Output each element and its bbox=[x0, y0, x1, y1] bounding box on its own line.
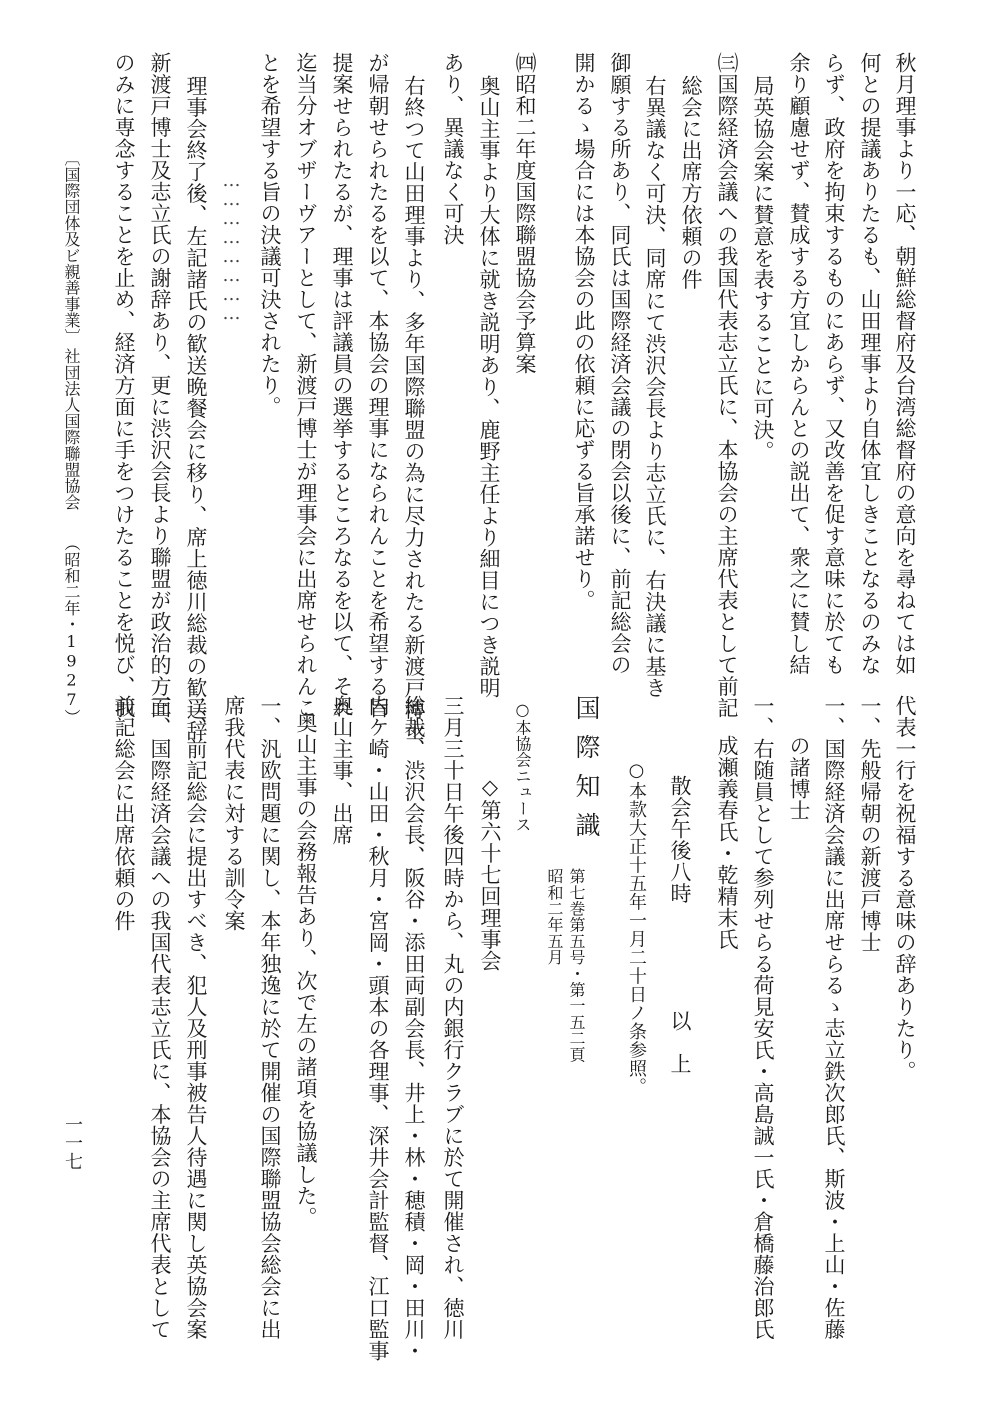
text-column: 代表一行を祝福する意味の辞ありたり。 bbox=[893, 695, 917, 1082]
text-column: 内ケ崎・山田・秋月・宮岡・頭本の各理事、深井会計監督、江口監事 bbox=[366, 695, 390, 1362]
list-item: 一、国際経済会議に出席せらるゝ志立鉄次郎氏、斯波・上山・佐藤 bbox=[822, 695, 846, 1340]
text-column: らず、政府を拘束するものにあらず、又改善を促す意味に於ても bbox=[822, 52, 846, 676]
text-column: あり、異議なく可決 bbox=[441, 52, 465, 246]
section-heading: 総会に出席方依頼の件 bbox=[679, 75, 703, 290]
running-header-year: （昭和二年・1927） bbox=[62, 535, 81, 726]
list-item: 一、先般帰朝の新渡戸博士 bbox=[858, 695, 882, 953]
page-number: 一一七 bbox=[62, 1115, 83, 1171]
text-column: 席我代表に対する訓令案 bbox=[222, 695, 246, 932]
text-column: 右終つて山田理事より、多年国際聯盟の為に尽力されたる新渡戸博士 bbox=[402, 75, 426, 742]
journal-title: 国際知識 bbox=[572, 695, 601, 851]
text-column: 奥山主事より大体に就き説明あり、鹿野主任より細目につき説明 bbox=[477, 75, 501, 699]
list-item: 三、国際経済会議への我国代表志立氏に、本協会の主席代表として bbox=[148, 695, 172, 1340]
list-item: 一、右随員として参列せらる荷見安氏・高島誠一氏・倉橋藤治郎氏 bbox=[751, 695, 775, 1340]
section-heading: ㈢国際経済会議への我国代表志立氏に、本協会の主席代表として前記 bbox=[715, 52, 739, 719]
text-column: の諸博士 bbox=[787, 735, 811, 821]
meeting-heading: ◇第六十七回理事会 bbox=[478, 775, 502, 972]
note-column: ○本款大正十五年一月二十日ノ条参照。 bbox=[626, 760, 647, 1096]
closing-mark: 以 上 bbox=[668, 1010, 692, 1075]
journal-volume: 第七巻第五号・第一五二頁 bbox=[567, 868, 586, 1063]
text-column: 理事会終了後、左記諸氏の歓送晩餐会に移り、席上徳川総裁の歓送辞 bbox=[184, 75, 208, 742]
text-column: 右異議なく可決、同席にて渋沢会長より志立氏に、右決議に基き bbox=[643, 75, 667, 699]
text-column: 前記総会に出席依頼の件 bbox=[112, 695, 136, 932]
section-heading: ㈣昭和二年度国際聯盟協会予算案 bbox=[513, 52, 537, 375]
separator-dots: …………………… bbox=[221, 170, 242, 322]
running-header-series: 〔国際団体及ビ親善事業〕 bbox=[62, 150, 81, 345]
text-column: 成瀬義春氏・乾精末氏 bbox=[715, 735, 739, 950]
text-column: 迄当分オブザーヴアーとして、新渡戸博士が理事会に出席せられんこ bbox=[294, 52, 318, 719]
text-column: 御願する所あり、同氏は国際経済会議の閉会以後に、前記総会の bbox=[608, 52, 632, 676]
text-column: とを希望する旨の決議可決されたり。 bbox=[258, 52, 282, 418]
list-item: 二、前記総会に提出すべき、犯人及刑事被告人待遇に関し英協会案 bbox=[184, 695, 208, 1340]
journal-date: 昭和二年五月 bbox=[545, 868, 564, 966]
list-item: 一、汎欧問題に関し、本年独逸に於て開催の国際聯盟協会総会に出 bbox=[258, 695, 282, 1340]
running-header-org: 社団法人国際聯盟協会 bbox=[62, 348, 81, 510]
text-column: 提案せられたるが、理事は評議員の選挙するところなるを以て、それ bbox=[330, 52, 354, 719]
text-column: 散会午後八時 bbox=[668, 775, 692, 904]
text-column: 開かるゝ場合には本協会の此の依頼に応ずる旨承諾せり。 bbox=[572, 52, 596, 611]
text-column: 総裁、渋沢会長、阪谷・添田両副会長、井上・林・穂積・岡・田川・ bbox=[402, 695, 426, 1362]
text-column: 局英協会案に賛意を表することに可決。 bbox=[751, 75, 775, 462]
text-column: 余り顧慮せず、賛成する方宜しからんとの説出て、衆之に賛し結 bbox=[787, 52, 811, 676]
text-column: 秋月理事より一応、朝鮮総督府及台湾総督府の意向を尋ねては如 bbox=[893, 52, 917, 676]
text-column: 奥山主事、出席 bbox=[330, 695, 354, 846]
text-column: 新渡戸博士及志立氏の謝辞あり、更に渋沢会長より聯盟が政治的方面 bbox=[148, 52, 172, 719]
text-column: のみに専念することを止め、経済方面に手をつけたることを悦び、我 bbox=[112, 52, 136, 719]
news-heading: ○本協会ニュース bbox=[513, 700, 532, 833]
text-column: 奥山主事の会務報告あり、次で左の諸項を協議した。 bbox=[294, 712, 318, 1228]
text-column: 何との提議ありたるも、山田理事より自体宜しきことなるのみな bbox=[858, 52, 882, 676]
text-column: が帰朝せられたるを以て、本協会の理事になられんことを希望する旨 bbox=[366, 52, 390, 719]
text-column: 三月三十日午後四時から、丸の内銀行クラブに於て開催され、徳川 bbox=[441, 695, 465, 1340]
